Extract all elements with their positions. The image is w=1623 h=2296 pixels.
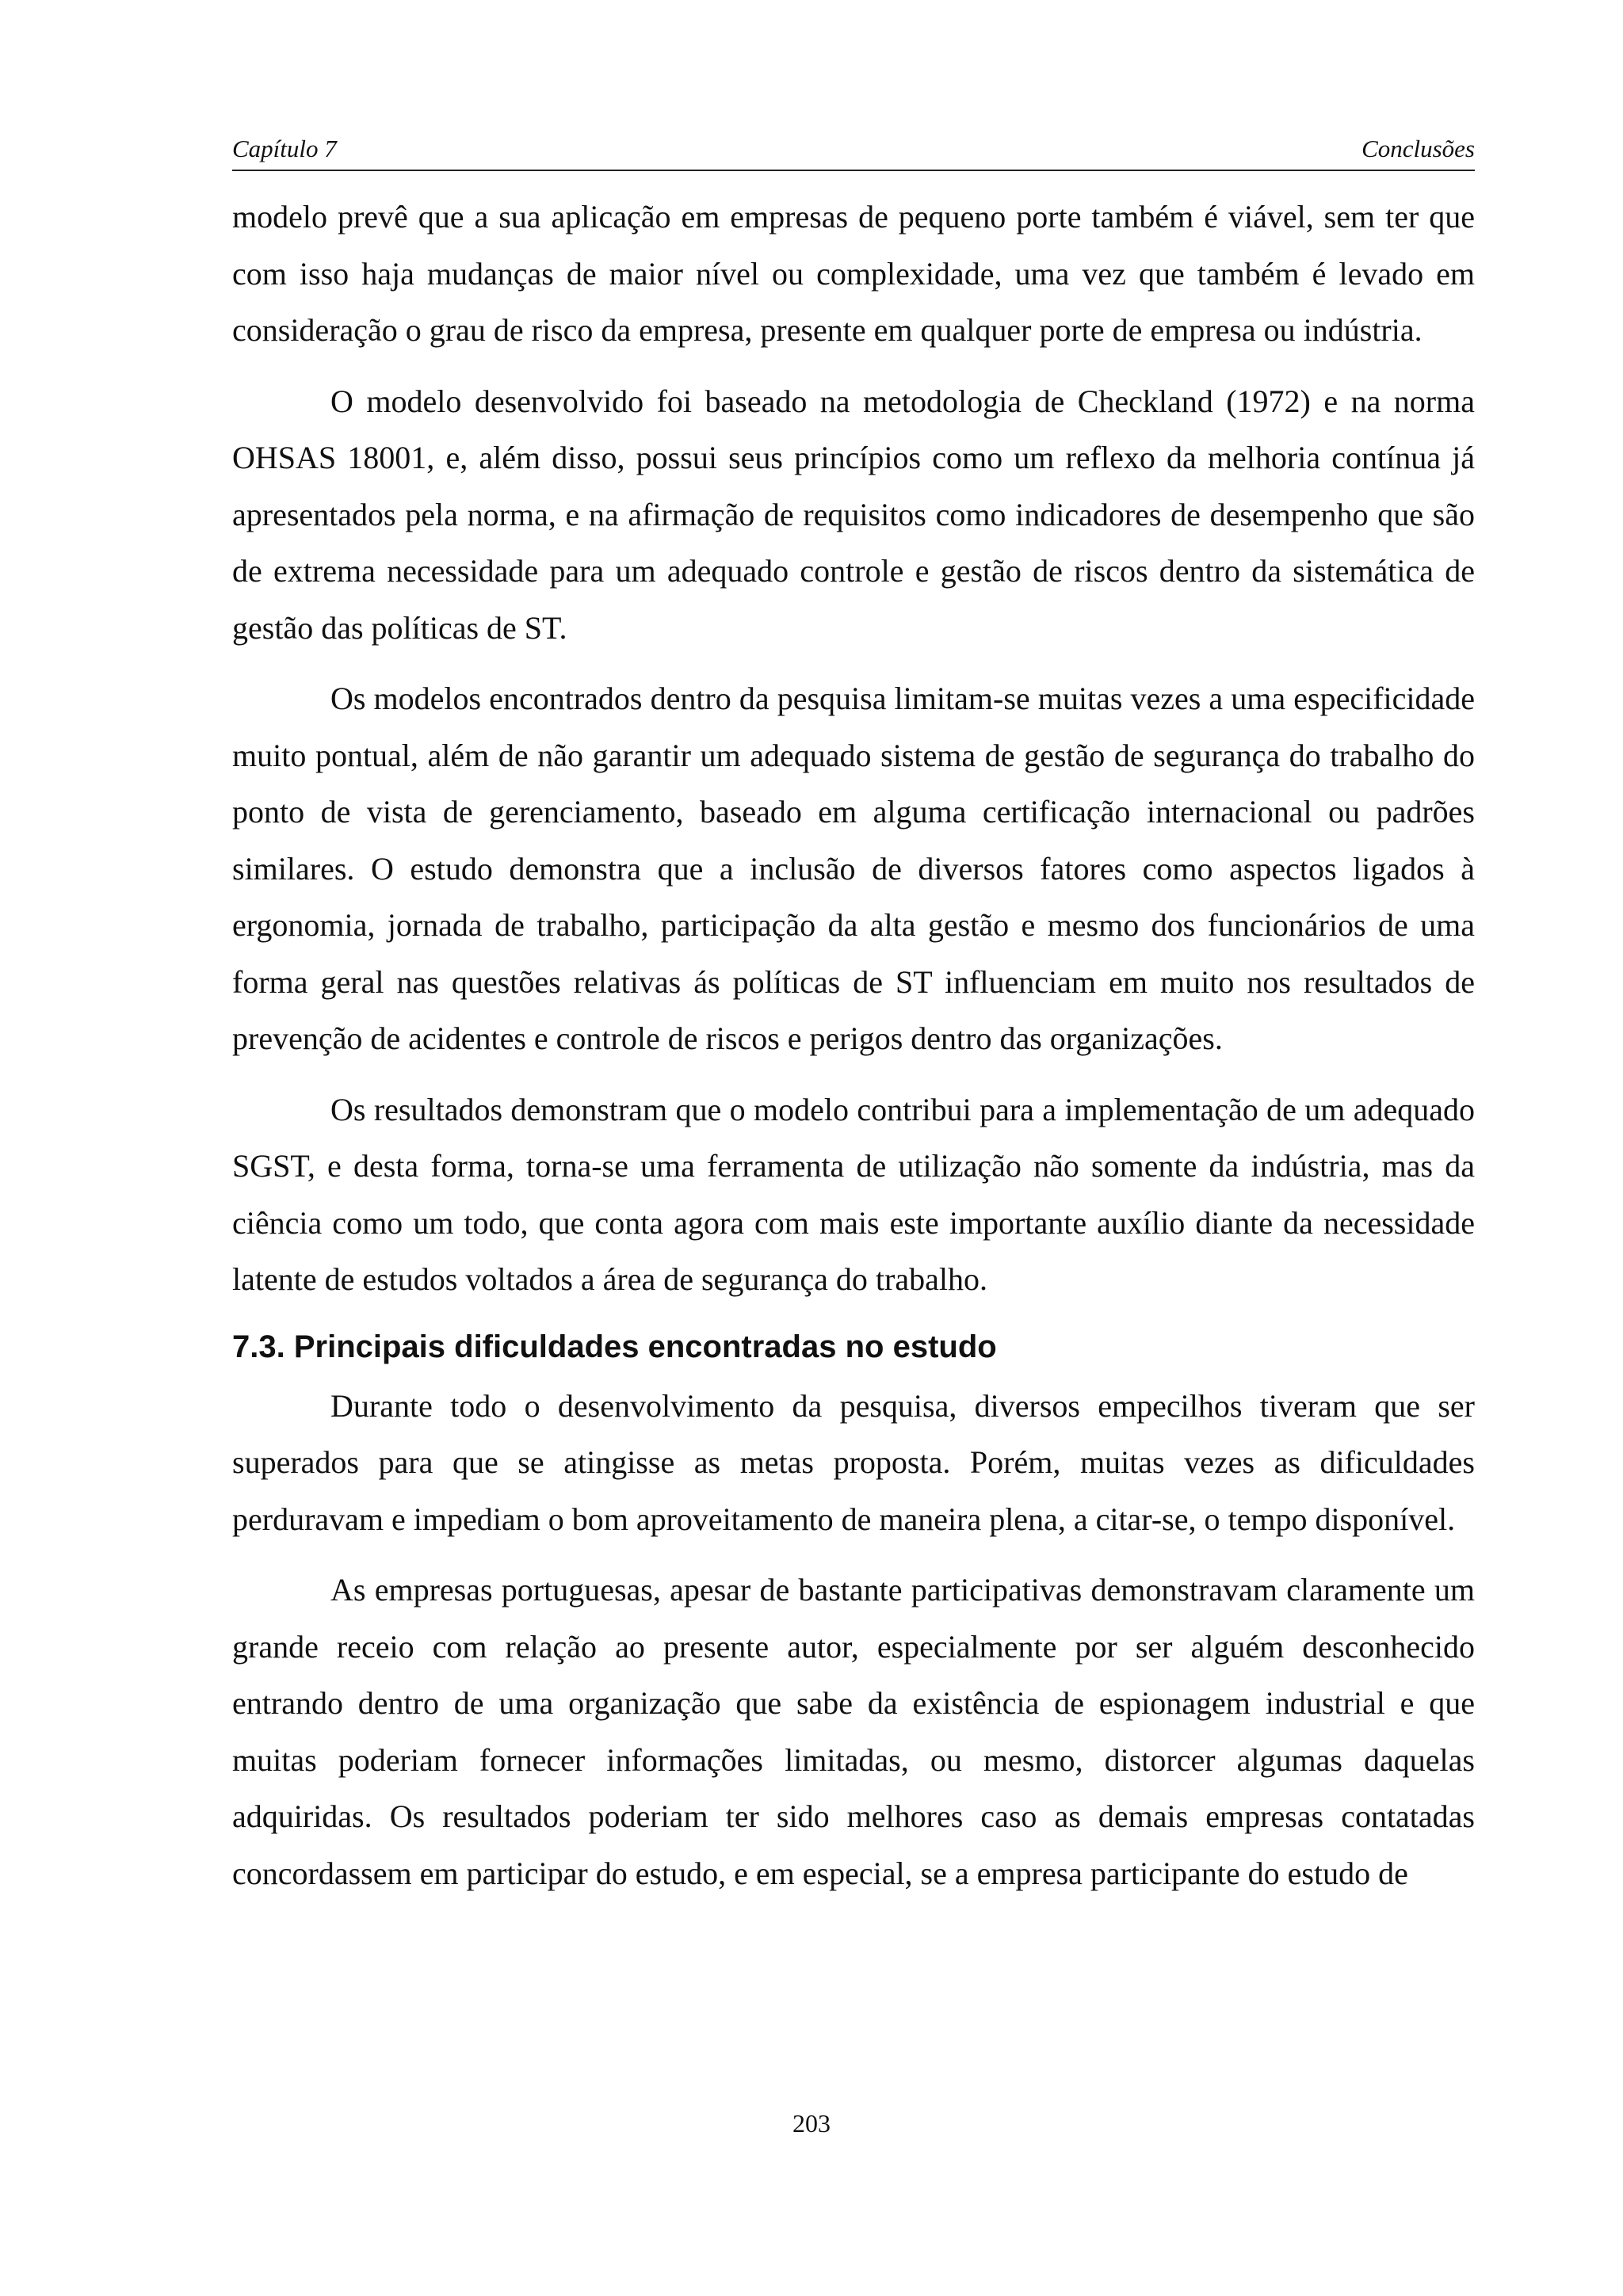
page-number: 203	[792, 2109, 831, 2138]
body-paragraph: Os resultados demonstram que o modelo contribui para a implementação de um adequado SGST, e desta forma, torna-se uma ferramenta de utilização não somente da indústria, mas da ciência como um todo, que conta agora com mais este importante auxílio diante da necessidade latente de estudos voltados a área de segurança do trabalho.	[232, 1091, 1475, 1297]
body-paragraph: modelo prevê que a sua aplicação em empresas de pequeno porte também é viável, sem ter que com isso haja mudanças de maior nível ou complexidade, uma vez que também é levado em consideração o grau de risco da empresa, presente em qualquer porte de empresa ou indústria.	[232, 199, 1475, 348]
body-paragraph: O modelo desenvolvido foi baseado na metodologia de Checkland (1972) e na norma OHSAS 18001, e, além disso, possui seus princípios como um reflexo da melhoria contínua já apresentados pela norma, e na afirmação de requisitos como indicadores de desempenho que são de extrema necessidade para um adequado controle e gestão de riscos dentro da sistemática de gestão das políticas de ST.	[232, 383, 1475, 646]
chapter-label: Capítulo 7	[232, 135, 337, 162]
section-heading: 7.3. Principais dificuldades encontradas no estudo	[232, 1329, 997, 1364]
section-label: Conclusões	[1361, 135, 1475, 162]
page-body	[232, 189, 1475, 1916]
section-paragraph: Durante todo o desenvolvimento da pesquisa, diversos empecilhos tiveram que ser superados para que se atingisse as metas proposta. Porém, muitas vezes as dificuldades perduravam e impediam o bom aproveitamento de maneira plena, a citar-se, o tempo disponível.	[232, 1387, 1475, 1537]
body-paragraph: Os modelos encontrados dentro da pesquisa limitam-se muitas vezes a uma especificidade muito pontual, além de não garantir um adequado sistema de gestão de segurança do trabalho do ponto de vista de gerenciamento, baseado em alguma certificação internacional ou padrões similares. O estudo demonstra que a inclusão de diversos fatores como aspectos ligados à ergonomia, jornada de trabalho, participação da alta gestão e mesmo dos funcionários de uma forma geral nas questões relativas ás políticas de ST influenciam em muito nos resultados de prevenção de acidentes e controle de riscos e perigos dentro das organizações.	[232, 681, 1475, 1056]
running-header	[232, 133, 1475, 171]
section-paragraph: As empresas portuguesas, apesar de bastante participativas demonstravam claramente um grande receio com relação ao presente autor, especialmente por ser alguém desconhecido entrando dentro de uma organização que sabe da existência de espionagem industrial e que muitas poderiam fornecer informações limitadas, ou mesmo, distorcer algumas daquelas adquiridas. Os resultados poderiam ter sido melhores caso as demais empresas contatadas concordassem em participar do estudo, e em especial, se a empresa participante do estudo de	[232, 1572, 1475, 1891]
